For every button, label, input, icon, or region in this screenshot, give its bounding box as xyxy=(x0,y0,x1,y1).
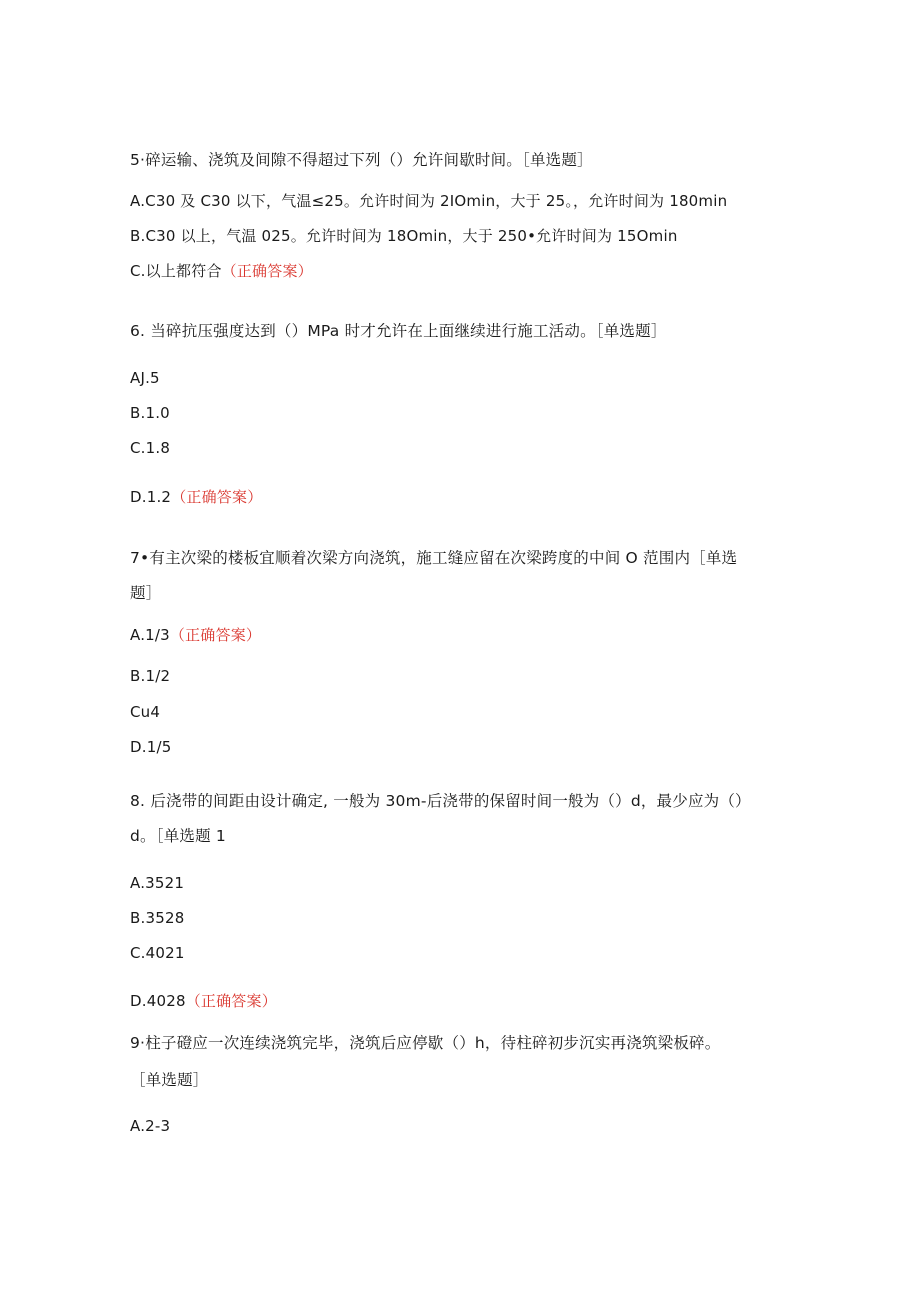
question-6-option-a: AJ.5 xyxy=(130,369,160,387)
question-8-option-d xyxy=(130,991,277,1011)
question-8-stem-line-1: 8. 后浇带的间距由设计确定, 一般为 30m-后浇带的保留时间一般为（）d，最少应为（） xyxy=(130,792,751,810)
question-6-option-c: C.1.8 xyxy=(130,439,171,457)
question-5-option-b: B.C30 以上，气温 025。允许时间为 18Omin，大于 250•允许时间为 15Omin xyxy=(130,227,678,245)
option-text: A.1/3 xyxy=(130,626,170,644)
question-8-option-b: B.3528 xyxy=(130,909,185,927)
option-text: C.以上都符合 xyxy=(130,262,222,280)
correct-answer-mark: （正确答案） xyxy=(169,626,262,644)
option-text: D.1.2 xyxy=(130,488,172,506)
question-9-stem-line-2: ［单选题］ xyxy=(130,1071,209,1089)
question-6-option-b: B.1.0 xyxy=(130,404,170,422)
option-text: D.4028 xyxy=(130,992,186,1010)
question-5-option-a: A.C30 及 C30 以下，气温≤25。允许时间为 2IOmin，大于 25。，允许时间为 180min xyxy=(130,192,728,210)
question-6-stem: 6. 当碎抗压强度达到（）MPa 时才允许在上面继续进行施工活动。［单选题］ xyxy=(130,322,667,340)
question-8-stem-line-2: d。［单选题 1 xyxy=(130,827,226,845)
question-5-stem: 5·碎运输、浇筑及间隙不得超过下列（）允许间歇时间。［单选题］ xyxy=(130,151,593,169)
question-7-option-c: Cu4 xyxy=(130,703,161,721)
question-9-option-a: A.2-3 xyxy=(130,1117,171,1135)
question-8-option-a: A.3521 xyxy=(130,874,185,892)
question-7-option-d: D.1/5 xyxy=(130,738,172,756)
question-7-option-a xyxy=(130,625,261,645)
question-8-option-c: C.4021 xyxy=(130,944,185,962)
question-6-option-d xyxy=(130,487,262,507)
question-7-option-b: B.1/2 xyxy=(130,667,171,685)
correct-answer-mark: （正确答案） xyxy=(185,992,277,1010)
question-5-option-c xyxy=(130,261,313,281)
question-9-stem-line-1: 9·柱子磴应一次连续浇筑完毕，浇筑后应停歇（）h，待柱碎初步沉实再浇筑梁板碎。 xyxy=(130,1034,721,1052)
correct-answer-mark: （正确答案） xyxy=(171,488,263,506)
question-7-stem-line-1: 7•有主次梁的楼板宜顺着次梁方向浇筑，施工缝应留在次梁跨度的中间 O 范围内［单选 xyxy=(130,549,738,567)
question-7-stem-line-2: 题］ xyxy=(130,584,162,602)
correct-answer-mark: （正确答案） xyxy=(221,262,313,280)
